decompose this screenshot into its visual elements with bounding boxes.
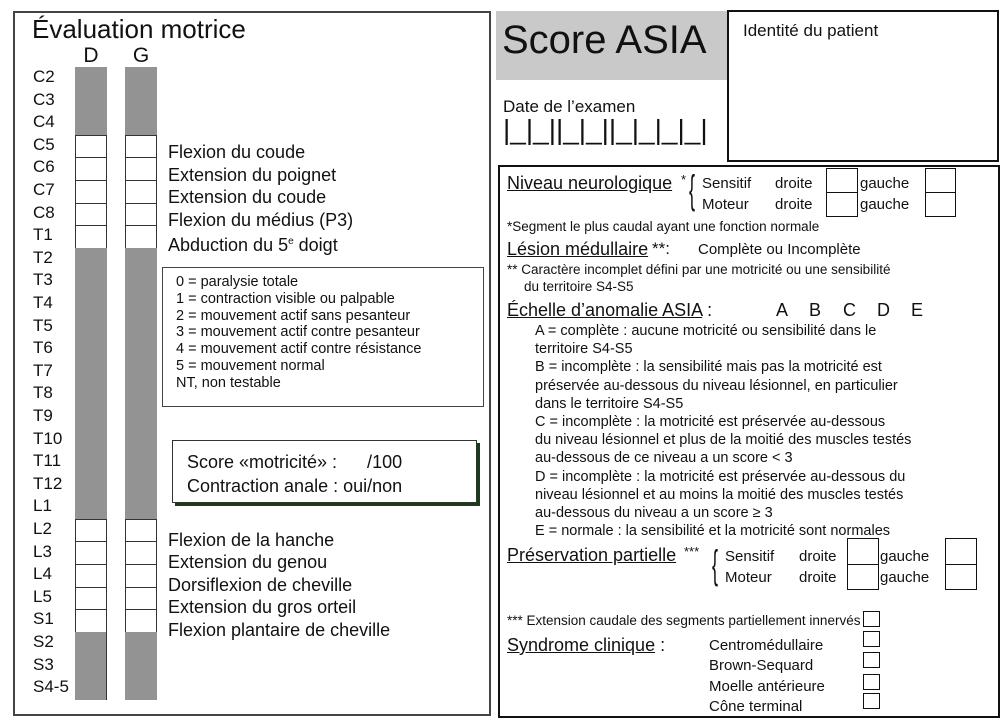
neuro-level-note: *Segment le plus caudal ayant une fonction normale: [507, 219, 820, 234]
segment-label: C8: [33, 202, 55, 222]
shaded-cell: [125, 632, 157, 655]
grade-b[interactable]: B: [809, 300, 822, 320]
asia-scale-title-text: Échelle d’anomalie ASIA: [507, 300, 703, 320]
right-side-label: droite: [799, 548, 837, 565]
partial-preservation-mark: ***: [684, 544, 700, 559]
lesion-mark: **:: [652, 239, 670, 258]
segment-label: L1: [33, 496, 52, 516]
left-side-label: gauche: [880, 548, 930, 565]
patient-identity-label: Identité du patient: [743, 21, 879, 40]
score-cell-left[interactable]: [125, 180, 157, 203]
score-cell-right[interactable]: [75, 180, 107, 203]
shaded-cell: [125, 293, 157, 316]
segment-label: T7: [33, 360, 53, 380]
segment-label: C5: [33, 134, 55, 154]
clinical-syndrome-title-text: Syndrome clinique: [507, 635, 656, 655]
legend-item: 0 = paralysie totale: [176, 274, 299, 290]
legend-item: 4 = mouvement actif contre résistance: [176, 341, 422, 358]
motor-scale-legend: [162, 267, 484, 407]
brace-icon: {: [689, 168, 696, 212]
score-cell-left[interactable]: [125, 203, 157, 226]
exam-date-label: Date de l’examen: [503, 97, 636, 116]
definition-line: D = incomplète : la motricité est préservée au-dessous du: [535, 468, 906, 485]
segment-label: T10: [33, 428, 63, 448]
segment-label: T4: [33, 293, 53, 312]
score-cell-right[interactable]: [75, 564, 107, 587]
motor-score-box: [172, 440, 477, 503]
definition-line: B = incomplète : la sensibilité mais pas la motricité est: [535, 359, 882, 376]
left-side-label: gauche: [860, 196, 910, 213]
patient-identity-box[interactable]: [727, 10, 999, 162]
exam-date-input[interactable]: |_|_||_|_||_|_|_|_|: [503, 114, 708, 145]
legend-item: 3 = mouvement actif contre pesanteur: [176, 324, 420, 341]
right-side-label: droite: [799, 569, 837, 586]
grade-d[interactable]: D: [877, 300, 890, 320]
legend-item: 5 = mouvement normal: [176, 357, 325, 374]
grade-a[interactable]: A: [776, 300, 789, 320]
legend-item: 2 = mouvement actif sans pesanteur: [176, 307, 411, 324]
muscle-label: Flexion du coude: [168, 142, 306, 162]
definition-line: préservée au-dessous du niveau lésionnel, en particulier: [535, 377, 898, 394]
shaded-cell: [75, 654, 107, 677]
shaded-cell: [75, 338, 107, 361]
colon: :: [702, 300, 713, 320]
motor-evaluation-title: Évaluation motrice: [32, 14, 246, 44]
segment-label: L4: [33, 564, 52, 584]
lesion-note: ** Caractère incomplet défini par une motricité ou une sensibilité: [507, 262, 891, 277]
shaded-cell: [125, 90, 157, 113]
definition-line: au-dessous du niveau a un score ≥ 3: [535, 505, 773, 521]
segment-label: L3: [33, 541, 52, 561]
shaded-cell: [125, 248, 157, 271]
segment-label: T1: [33, 225, 53, 245]
score-cell-right[interactable]: [75, 609, 107, 632]
syndrome-checkbox-brown-sequard[interactable]: [863, 652, 880, 668]
segment-label: C2: [33, 67, 55, 86]
shaded-cell: [75, 406, 107, 429]
shaded-cell: [125, 112, 157, 135]
clinical-syndrome-title: [507, 635, 665, 656]
shaded-cell: [125, 383, 157, 406]
sensory-label: Sensitif: [725, 548, 775, 565]
shaded-cell: [125, 654, 157, 677]
lesion-title: Lésion médullaire: [507, 239, 649, 259]
syndrome-checkbox-centromedullaire[interactable]: [863, 631, 880, 647]
shaded-cell: [75, 383, 107, 406]
score-cell-right[interactable]: [75, 135, 107, 158]
score-cell-left[interactable]: [125, 519, 157, 542]
score-cell-left[interactable]: [125, 541, 157, 564]
shaded-cell: [75, 67, 107, 90]
syndrome-option-label: Moelle antérieure: [709, 678, 825, 695]
motor-left-level-box[interactable]: [925, 192, 956, 217]
column-header-left: G: [132, 44, 150, 67]
segment-label: T5: [33, 315, 53, 335]
superscript: e: [288, 236, 294, 248]
neuro-level-mark: *: [681, 172, 687, 187]
definition-line: niveau lésionnel et au moins la moitié des muscles testés: [535, 486, 904, 503]
muscle-label: Flexion plantaire de cheville: [168, 619, 391, 640]
segment-label: C7: [33, 180, 55, 199]
score-cell-right[interactable]: [75, 519, 107, 542]
partial-preservation-title: Préservation partielle: [507, 545, 677, 565]
anal-contraction-field[interactable]: Contraction anale : oui/non: [187, 476, 403, 496]
segment-label: S1: [33, 609, 54, 629]
shaded-cell: [125, 316, 157, 339]
segment-label: T3: [33, 270, 53, 290]
definition-line: dans le territoire S4-S5: [535, 395, 684, 412]
segment-label: T8: [33, 383, 53, 403]
sensory-right-preservation-box[interactable]: [847, 538, 879, 565]
segment-label: C3: [33, 89, 55, 109]
column-header-right: D: [83, 44, 99, 67]
segment-label: T12: [33, 473, 63, 493]
shaded-cell: [125, 406, 157, 429]
muscle-label-text-after: doigt: [293, 235, 338, 256]
shaded-cell: [125, 338, 157, 361]
segment-label: T6: [33, 338, 53, 358]
score-cell-right[interactable]: [75, 157, 107, 180]
shaded-cell: [75, 293, 107, 316]
score-cell-left[interactable]: [125, 564, 157, 587]
segment-label: T2: [33, 247, 53, 267]
lesion-value[interactable]: Complète ou Incomplète: [698, 241, 861, 258]
sensory-right-level-box[interactable]: [826, 168, 858, 193]
grade-c[interactable]: C: [843, 300, 856, 320]
segment-label: C6: [33, 157, 55, 177]
segment-label: T11: [33, 451, 62, 471]
score-cell-right[interactable]: [75, 541, 107, 564]
sensory-label: Sensitif: [702, 175, 752, 192]
sensory-left-level-box[interactable]: [925, 168, 956, 193]
syndrome-checkbox-cone-terminal[interactable]: [863, 693, 880, 709]
neuro-level-title-text: Niveau neurologique: [507, 173, 673, 193]
motor-label: Moteur: [725, 569, 772, 586]
shaded-cell: [75, 632, 107, 655]
segment-label: L2: [33, 519, 52, 538]
partial-preservation-note: *** Extension caudale des segments partiellement innervés: [507, 613, 861, 628]
segment-label: C4: [33, 112, 55, 132]
left-side-label: gauche: [880, 569, 930, 586]
score-cell-right[interactable]: [75, 203, 107, 226]
left-side-label: gauche: [860, 175, 910, 192]
shaded-cell: [75, 451, 107, 474]
definition-line: C = incomplète : la motricité est préservée au-dessous: [535, 414, 886, 430]
segment-label: S3: [33, 654, 54, 674]
score-cell-right[interactable]: [75, 587, 107, 610]
shaded-cell: [125, 361, 157, 384]
shaded-cell: [75, 112, 107, 135]
muscle-label: Extension du gros orteil: [168, 597, 357, 618]
muscle-label: Extension du coude: [168, 187, 327, 208]
right-score-column: [75, 67, 107, 700]
shaded-cell: [125, 451, 157, 474]
neuro-level-title: [507, 173, 672, 194]
legend-item: NT, non testable: [176, 374, 281, 391]
definition-line: du niveau lésionnel et plus de la moitié des muscles testés: [535, 432, 912, 449]
motor-label: Moteur: [702, 196, 749, 213]
shaded-cell: [75, 496, 107, 519]
colon: :: [655, 635, 666, 655]
definition-line: A = complète : aucune motricité ou sensibilité dans le: [535, 323, 877, 339]
asia-scale-title: [507, 300, 712, 321]
score-cell-left[interactable]: [125, 157, 157, 180]
score-cell-left[interactable]: [125, 587, 157, 610]
shaded-cell: [125, 677, 157, 700]
shaded-cell: [75, 677, 107, 700]
shaded-cell: [75, 361, 107, 384]
shaded-cell: [125, 474, 157, 497]
legend-item: 1 = contraction visible ou palpable: [176, 290, 395, 307]
right-side-label: droite: [775, 196, 813, 213]
syndrome-checkbox-moelle-anterieure[interactable]: [863, 674, 880, 690]
muscle-label: Flexion du médius (P3): [168, 209, 354, 230]
shaded-cell: [75, 429, 107, 452]
syndrome-option-label: Cône terminal: [709, 698, 803, 715]
lesion-note-cont: du territoire S4-S5: [524, 279, 634, 294]
shaded-cell: [125, 270, 157, 293]
muscle-label: Flexion de la hanche: [168, 529, 335, 550]
shaded-cell: [125, 67, 157, 90]
shaded-cell: [75, 248, 107, 271]
shaded-cell: [125, 496, 157, 519]
shaded-cell: [75, 270, 107, 293]
motor-right-preservation-box[interactable]: [847, 564, 879, 590]
motor-left-preservation-box[interactable]: [945, 564, 977, 590]
definition-line: E = normale : la sensibilité et la motricité sont normales: [535, 523, 891, 540]
sensory-left-preservation-box[interactable]: [945, 538, 977, 565]
score-cell-left[interactable]: [125, 135, 157, 158]
grade-e[interactable]: E: [911, 300, 924, 320]
left-score-column: [125, 67, 157, 700]
segment-label: L5: [33, 586, 52, 606]
motor-score-field[interactable]: Score «motricité» : /100: [187, 452, 403, 472]
muscle-label: [168, 231, 338, 257]
segment-label: T9: [33, 406, 53, 425]
shaded-cell: [125, 429, 157, 452]
score-cell-right[interactable]: [75, 225, 107, 248]
shaded-cell: [75, 316, 107, 339]
syndrome-option-label: Centromédullaire: [709, 637, 824, 654]
right-side-label: droite: [775, 175, 813, 192]
score-cell-left[interactable]: [125, 609, 157, 632]
definition-line: territoire S4-S5: [535, 341, 633, 358]
muscle-label: Extension du genou: [168, 552, 328, 573]
brace-icon: {: [712, 543, 719, 587]
motor-right-level-box[interactable]: [826, 192, 858, 217]
segment-label: S4-5: [33, 677, 69, 697]
shaded-cell: [75, 474, 107, 497]
muscle-label-text: Abduction du 5: [168, 235, 289, 256]
muscle-label: Extension du poignet: [168, 164, 337, 185]
syndrome-option-label: Brown-Sequard: [709, 657, 814, 674]
definition-line: au-dessous de ce niveau a un score < 3: [535, 450, 793, 467]
checkbox[interactable]: [863, 611, 880, 627]
score-cell-left[interactable]: [125, 225, 157, 248]
muscle-label: Dorsiflexion de cheville: [168, 574, 353, 595]
shaded-cell: [75, 90, 107, 113]
page-title: Score ASIA: [502, 18, 707, 62]
segment-label: S2: [33, 632, 54, 651]
